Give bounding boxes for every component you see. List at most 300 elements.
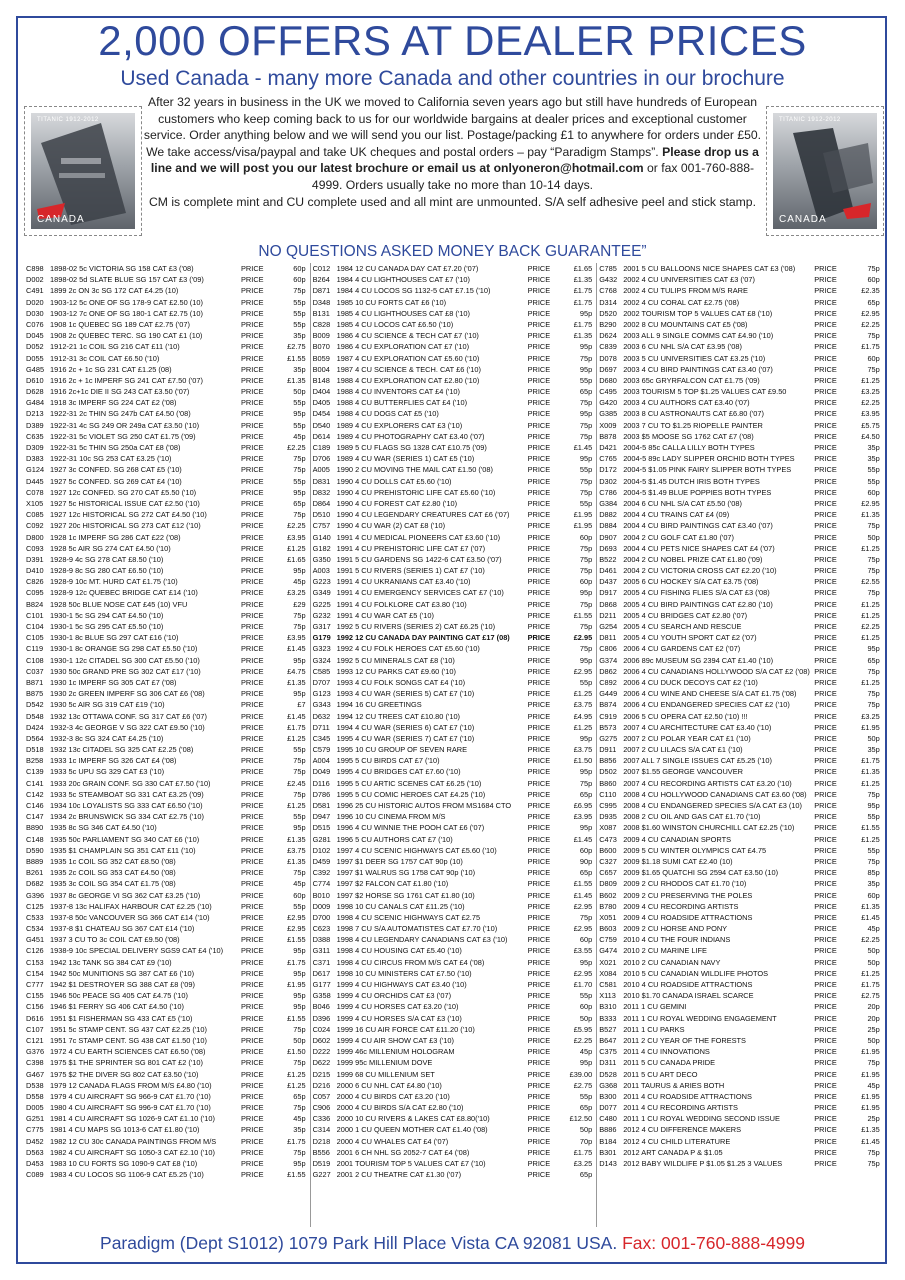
offer-price: 75p — [293, 1058, 306, 1068]
offer-price: £1.55 — [287, 1170, 306, 1180]
offer-price: 75p — [579, 566, 593, 576]
offer-code: D215 — [312, 1069, 331, 1079]
offer-row — [311, 621, 597, 632]
offer-description: 1979 12 CANADA FLAGS FROM M/S £4.80 ('10) — [50, 1080, 212, 1090]
price-label: PRICE — [814, 498, 837, 508]
offer-row — [311, 655, 597, 666]
offer-description: 2003 ALL 9 SINGLE COMMS CAT £4.90 ('10) — [623, 331, 774, 341]
offer-row — [24, 274, 310, 285]
price-label: PRICE — [814, 968, 837, 978]
offer-description: 2011 1 CU GEMINI — [623, 1002, 687, 1012]
price-label: PRICE — [814, 431, 837, 441]
offer-price: 95p — [293, 1159, 306, 1168]
offer-price: 45p — [867, 924, 880, 934]
offer-code: B148 — [312, 375, 330, 385]
offer-code: D049 — [312, 767, 331, 777]
offer-code: C777 — [26, 980, 44, 989]
offer-row — [24, 420, 310, 431]
offer-row — [597, 632, 884, 643]
offer-description: 2004-5 85c CALLA LILLY BOTH TYPES — [623, 443, 755, 452]
offer-row — [24, 431, 310, 442]
price-label: PRICE — [241, 677, 264, 687]
price-label: PRICE — [241, 599, 264, 609]
price-label: PRICE — [527, 297, 551, 307]
offer-row — [597, 1046, 884, 1057]
offer-price: £1.25 — [861, 677, 880, 687]
offer-code: B871 — [26, 677, 44, 687]
offer-description: 1984 12 CU CANADA DAY CAT £7.20 ('07) — [336, 264, 479, 273]
offer-price: £3.75 — [573, 700, 593, 710]
offer-code: B556 — [312, 1147, 330, 1157]
price-label: PRICE — [814, 845, 837, 855]
offer-code: D864 — [312, 498, 331, 508]
price-label: PRICE — [527, 823, 551, 833]
offer-description: 2007 4 CU RECORDING ARTISTS CAT £3.20 ('10) — [623, 778, 792, 788]
price-label: PRICE — [241, 398, 264, 408]
offer-price: 55p — [867, 476, 880, 486]
offer-description: 1912-31 3c COIL CAT £6.50 ('10) — [50, 353, 160, 363]
offer-price: £1.25 — [573, 722, 593, 732]
price-label: PRICE — [814, 823, 837, 833]
offer-description: 1999 16 CU AIR FORCE CAT £11.20 ('10) — [336, 1024, 475, 1034]
offer-row — [597, 800, 884, 811]
offer-description: 1951 $1 FISHERMAN SG 433 CAT £5 ('10) — [50, 1013, 193, 1023]
offer-code: C148 — [26, 834, 44, 844]
offer-description: 1990 2 CU MOVING THE MAIL CAT £1.50 ('08) — [336, 465, 493, 475]
offer-description: 2006 4 CU GARDENS CAT £2 ('07) — [623, 644, 741, 654]
footer-fax: Fax: 001-760-888-4999 — [622, 1233, 805, 1253]
offer-description: 2008 2 CU OIL AND GAS CAT £1.70 ('10) — [623, 812, 761, 822]
offer-price: 25p — [867, 1114, 880, 1124]
price-label: PRICE — [527, 711, 551, 721]
offer-code: C534 — [26, 924, 44, 934]
offer-price: 55p — [293, 745, 306, 755]
offer-row — [311, 442, 597, 453]
offer-row — [24, 1113, 310, 1124]
price-label: PRICE — [814, 1103, 837, 1113]
price-label: PRICE — [527, 968, 551, 978]
offer-price: 75p — [867, 689, 880, 699]
offer-price: £1.75 — [287, 722, 306, 732]
offer-price: 60p — [293, 275, 306, 285]
offer-code: B602 — [599, 890, 617, 900]
offer-price: 75p — [293, 868, 306, 878]
price-label: PRICE — [527, 912, 551, 922]
offer-description: 1999 68 CU MILLENIUM SET — [336, 1069, 435, 1079]
price-label: PRICE — [814, 599, 837, 609]
offer-description: 1908 2c QUEBEC TERC. SG 190 CAT £1 (10) — [50, 331, 203, 341]
offer-price: £3.75 — [573, 745, 593, 755]
offer-code: B059 — [312, 353, 330, 363]
offer-row — [24, 364, 310, 375]
price-label: PRICE — [814, 935, 837, 945]
price-label: PRICE — [527, 812, 551, 822]
offer-code: C480 — [599, 1114, 617, 1124]
price-label: PRICE — [527, 1002, 551, 1012]
offer-row — [597, 319, 884, 330]
offer-description: 1934 10c LOYALISTS SG 333 CAT £6.50 ('10) — [50, 801, 203, 810]
offer-price: 65p — [293, 1091, 306, 1101]
offer-price: £1.95 — [573, 521, 593, 531]
offer-code: B333 — [599, 1013, 617, 1023]
offer-price: 60p — [867, 275, 880, 285]
price-label: PRICE — [814, 1013, 837, 1023]
price-label: PRICE — [814, 264, 837, 273]
offer-price: 55p — [579, 1091, 593, 1101]
offer-code: G467 — [26, 1069, 45, 1079]
offer-description: 1979 4 CU AIRCRAFT SG 966-9 CAT £1.70 ('10) — [50, 1091, 211, 1101]
offer-description: 1991 4 CU MEDICAL PIONEERS CAT £3.60 ('10) — [336, 532, 501, 542]
offer-price: £2.25 — [287, 443, 306, 452]
offer-row — [597, 397, 884, 408]
offer-description: 2000 4 CU BIRDS CAT £3.20 ('10) — [336, 1091, 450, 1101]
offer-row — [597, 688, 884, 699]
offer-description: 2011 1 CU ROYAL WEDDING ENGAGEMENT — [623, 1013, 777, 1023]
offer-description: 1942 50c MUNITIONS SG 387 CAT £6 ('10) — [50, 968, 195, 978]
price-label: PRICE — [527, 342, 551, 352]
offer-description: 1916 2c+1c DIE II SG 243 CAT £3.50 ('07) — [50, 387, 190, 397]
offer-description: 1980 4 CU AIRCRAFT SG 996-9 CAT £1.70 ('10) — [50, 1103, 211, 1113]
offer-code: D391 — [26, 554, 44, 564]
offer-row — [24, 476, 310, 487]
offer-price: 55p — [293, 476, 306, 486]
price-label: PRICE — [241, 532, 264, 542]
offer-price: £2.95 — [861, 498, 880, 508]
offer-row — [311, 599, 597, 610]
titanic-stamp-right — [766, 106, 884, 236]
price-label: PRICE — [241, 364, 264, 374]
price-label: PRICE — [814, 566, 837, 576]
offer-code: B573 — [599, 722, 617, 732]
offer-code: B290 — [599, 319, 617, 329]
offer-description: 2011 TAURUS & ARIES BOTH — [623, 1080, 725, 1090]
price-label: PRICE — [241, 566, 264, 576]
offers-column-1 — [24, 263, 311, 1227]
offer-row — [311, 699, 597, 710]
price-label: PRICE — [241, 420, 264, 430]
offer-price: £2.75 — [861, 991, 880, 1001]
offer-price: £1.95 — [861, 1103, 880, 1113]
offer-code: B009 — [312, 331, 330, 341]
offer-price: £3.95 — [287, 633, 306, 643]
offer-description: 2004 6 CU NHL S/A CAT £5.50 ('08) — [623, 498, 742, 508]
offer-price: £1.55 — [287, 935, 306, 945]
price-label: PRICE — [814, 286, 837, 296]
price-label: PRICE — [241, 319, 264, 329]
offer-price: 65p — [579, 1103, 593, 1113]
offer-price: 75p — [579, 554, 593, 564]
price-label: PRICE — [527, 879, 551, 889]
offer-description: 1937-8 50c VANCOUVER SG 366 CAT £14 ('10) — [50, 912, 210, 922]
price-label: PRICE — [527, 465, 551, 475]
offer-row — [24, 1069, 310, 1080]
offer-description: 1916 2c + 1c IMPERF SG 241 CAT £7.50 ('07) — [50, 375, 203, 385]
offer-code: C155 — [26, 991, 44, 1001]
offer-code: D917 — [599, 588, 617, 598]
offer-code: C142 — [26, 789, 44, 799]
ship-bow-image — [31, 113, 135, 229]
offer-price: £2.95 — [573, 924, 593, 934]
offer-price: 35p — [867, 454, 880, 464]
offer-description: 2009 $1.18 SUMI CAT £2.40 (10) — [623, 856, 733, 866]
offer-row — [597, 1001, 884, 1012]
offer-description: 2010 4 CU ROADSIDE ATTRACTIONS — [623, 980, 753, 989]
price-label: PRICE — [241, 1024, 264, 1034]
offer-description: 2009 4 CU RECORDING ARTISTS — [623, 901, 739, 911]
offer-description: 1975 $1 THE SPRINTER SG 801 CAT £2 ('10) — [50, 1058, 203, 1068]
price-label: PRICE — [814, 1047, 837, 1057]
offer-code: B131 — [312, 308, 330, 318]
offer-row — [24, 621, 310, 632]
price-label: PRICE — [814, 1035, 837, 1045]
price-label: PRICE — [814, 476, 837, 486]
offer-description: 1928-9 10c MT. HURD CAT £1.75 ('10) — [50, 577, 178, 587]
offer-price: 75p — [579, 431, 593, 441]
price-label: PRICE — [814, 319, 837, 329]
offer-row — [311, 520, 597, 531]
price-label: PRICE — [527, 901, 551, 911]
offer-description: 2010 2 CU CANADIAN NAVY — [623, 957, 721, 967]
offer-description: 2010 4 CU THE FOUR INDIANS — [623, 935, 731, 945]
offer-description: 1984 4 CU LIGHTHOUSES CAT £7 ('10) — [336, 275, 470, 285]
offer-description: 2003 8 CU ASTRONAUTS CAT £6.80 ('07) — [623, 409, 764, 419]
price-label: PRICE — [814, 577, 837, 587]
price-label: PRICE — [814, 733, 837, 743]
offer-code: D515 — [312, 823, 331, 833]
offer-description: 2009 2 CU HORSE AND PONY — [623, 924, 728, 934]
price-label: PRICE — [241, 1002, 264, 1012]
offer-code: D404 — [312, 387, 331, 397]
offer-description: 2001 5 CU BALLOONS NICE SHAPES CAT £3 ('08) — [623, 264, 796, 273]
offer-code: C156 — [26, 1002, 44, 1012]
offer-description: 1988 4 CU INVENTORS CAT £4 ('10) — [336, 387, 460, 397]
offer-price: 60p — [579, 935, 593, 945]
offer-code: C892 — [599, 677, 617, 687]
offer-price: 75p — [293, 1147, 306, 1157]
price-label: PRICE — [241, 286, 264, 296]
offer-row — [24, 397, 310, 408]
price-label: PRICE — [814, 633, 837, 643]
offer-price: 50p — [293, 1035, 306, 1045]
offer-description: 1903-12 5c ONE OF SG 178-9 CAT £2.50 (10) — [50, 297, 203, 307]
offer-row — [311, 722, 597, 733]
price-label: PRICE — [527, 856, 551, 866]
offer-code: C336 — [312, 1114, 331, 1124]
offer-row — [597, 509, 884, 520]
offer-price: 95p — [867, 644, 880, 654]
offer-row — [24, 789, 310, 800]
offer-row — [597, 554, 884, 565]
offer-code: C398 — [26, 1058, 44, 1068]
offer-description: 1916 2c + 1c SG 231 CAT £1.25 (08) — [50, 364, 172, 374]
offer-code: C154 — [26, 968, 44, 978]
offer-price: £1.45 — [287, 711, 306, 721]
offer-code: G177 — [312, 980, 331, 989]
price-label: PRICE — [814, 991, 837, 1001]
offer-description: 2011 5 CU ART DECO — [623, 1069, 698, 1079]
offer-price: 95p — [579, 588, 593, 598]
offer-row — [597, 285, 884, 296]
offer-description: 1927 12c HISTORICAL SG 272 CAT £4.50 ('10) — [50, 510, 207, 520]
price-label: PRICE — [241, 622, 264, 631]
offer-price: 55p — [293, 297, 306, 307]
offer-price: 65p — [579, 1170, 593, 1180]
price-label: PRICE — [527, 1013, 551, 1023]
offer-description: 1903-12 7c ONE OF SG 180-1 CAT £2.75 (10) — [50, 308, 203, 318]
price-label: PRICE — [527, 868, 551, 878]
offer-row — [311, 867, 597, 878]
offer-row — [597, 431, 884, 442]
offer-price: £1.25 — [861, 599, 880, 609]
offer-price: 75p — [867, 364, 880, 374]
offer-row — [24, 487, 310, 498]
price-label: PRICE — [527, 510, 551, 520]
price-label: PRICE — [814, 454, 837, 464]
offer-description: 1927 12c CONFED. SG 270 CAT £5.50 ('10) — [50, 487, 197, 497]
offer-row — [311, 532, 597, 543]
price-label: PRICE — [241, 1159, 264, 1168]
offer-code: X113 — [599, 991, 616, 1001]
offer-code: B301 — [599, 1147, 617, 1157]
price-label: PRICE — [241, 801, 264, 810]
offer-row — [311, 923, 597, 934]
offer-description: 1942 13c TANK SG 384 CAT £9 ('10) — [50, 957, 172, 967]
offer-description: 1982 12 CU 30c CANADA PAINTINGS FROM M/S — [50, 1136, 217, 1146]
offer-price: 75p — [293, 510, 306, 520]
offer-code: D680 — [599, 375, 617, 385]
price-label: PRICE — [241, 767, 264, 777]
offer-description: 1932-3 8c SG 324 CAT £4.25 ('10) — [50, 733, 164, 743]
offer-code: D519 — [312, 1159, 331, 1168]
offer-price: £2.95 — [573, 633, 593, 643]
offer-row — [311, 912, 597, 923]
offer-description: 1999 4 CU HORSES CAT £3.20 ('10) — [336, 1002, 459, 1012]
offer-row — [24, 543, 310, 554]
offer-price: £7 — [297, 700, 306, 710]
offer-price: 55p — [293, 308, 306, 318]
offer-row — [597, 353, 884, 364]
price-label: PRICE — [814, 655, 837, 665]
price-label: PRICE — [814, 1114, 837, 1124]
price-label: PRICE — [241, 454, 264, 464]
offer-code: D786 — [312, 789, 331, 799]
offer-description: 2008 4 CU HOLLYWOOD CANADIANS CAT £3.60 ('08) — [623, 789, 807, 799]
offer-row — [597, 677, 884, 688]
price-label: PRICE — [527, 498, 551, 508]
offer-row — [24, 330, 310, 341]
offer-description: 2011 2 CU YEAR OF THE FORESTS — [623, 1035, 746, 1045]
offer-description: 2008 $1.60 WINSTON CHURCHILL CAT £2.25 ('10) — [623, 823, 795, 833]
offer-code: D800 — [26, 532, 44, 542]
offer-code: D682 — [26, 879, 44, 889]
offer-row — [24, 957, 310, 968]
offer-code: C189 — [312, 443, 331, 452]
offer-price: 95p — [293, 566, 306, 576]
offer-code: D461 — [599, 566, 617, 576]
price-label: PRICE — [814, 622, 837, 631]
offer-description: 2003 7 CU TO $1.25 RIOPELLE PAINTER — [623, 420, 763, 430]
offer-description: 1922-31 2c THIN SG 247b CAT £4.50 ('08) — [50, 409, 191, 419]
offer-code: G179 — [312, 633, 331, 643]
offer-description: 2004 4 CU BIRD PAINTINGS CAT £3.40 ('07) — [623, 521, 773, 531]
offer-code: D693 — [599, 543, 617, 553]
offer-price: 75p — [293, 789, 306, 799]
offer-description: 2004 4 CU PETS NICE SHAPES CAT £4 ('07) — [623, 543, 775, 553]
offer-price: 45p — [579, 1047, 593, 1057]
offer-row — [597, 666, 884, 677]
offer-code: D711 — [312, 722, 330, 732]
price-label: PRICE — [241, 655, 264, 665]
offer-price: 95p — [579, 957, 593, 967]
offer-description: 2004 4 CU TRAINS CAT £4 (09) — [623, 510, 730, 520]
offer-row — [311, 1113, 597, 1124]
offer-code: D396 — [312, 1013, 331, 1023]
offer-code: B824 — [26, 599, 44, 609]
offer-price: £2.25 — [861, 935, 880, 945]
offer-code: D811 — [599, 633, 617, 643]
offer-row — [24, 934, 310, 945]
price-label: PRICE — [241, 1170, 264, 1180]
offer-description: 1928-9 8c SG 280 CAT £6.50 ('10) — [50, 566, 164, 576]
offer-price: 55p — [579, 498, 593, 508]
offer-price: £5.75 — [861, 420, 880, 430]
offer-price: £1.35 — [287, 834, 306, 844]
offer-row — [311, 587, 597, 598]
offer-price: £2.95 — [287, 924, 306, 934]
offer-row — [24, 599, 310, 610]
offer-price: 75p — [867, 588, 880, 598]
price-label: PRICE — [241, 980, 264, 989]
offer-description: 1988 4 CU BUTTERFLIES CAT £4 ('10) — [336, 398, 468, 408]
offer-row — [597, 274, 884, 285]
offer-price: £1.35 — [861, 767, 880, 777]
offer-row — [311, 319, 597, 330]
offer-code: D862 — [599, 666, 617, 676]
offer-row — [597, 990, 884, 1001]
offer-code: G317 — [312, 622, 331, 631]
offer-price: 95p — [579, 733, 593, 743]
offer-row — [24, 822, 310, 833]
price-label: PRICE — [527, 957, 551, 967]
price-label: PRICE — [814, 868, 837, 878]
offer-description: 2005 4 CU YOUTH SPORT CAT £2 ('07) — [623, 633, 757, 643]
offer-row — [597, 945, 884, 956]
ship-hull-image — [773, 113, 877, 229]
offer-row — [24, 520, 310, 531]
price-label: PRICE — [814, 1125, 837, 1135]
offer-price: 75p — [579, 778, 593, 788]
offer-description: 1932 13c OTTAWA CONF. SG 317 CAT £6 ('07) — [50, 711, 207, 721]
price-label: PRICE — [527, 1091, 551, 1101]
offer-description: 1912-21 1c COIL SG 216 CAT £11 ('10) — [50, 342, 180, 352]
price-label: PRICE — [241, 588, 264, 598]
price-label: PRICE — [527, 980, 551, 989]
price-label: PRICE — [241, 1114, 264, 1124]
price-label: PRICE — [241, 554, 264, 564]
offer-code: B874 — [599, 700, 617, 710]
offer-price: 75p — [867, 666, 880, 676]
offer-code: C774 — [312, 879, 331, 889]
price-label: PRICE — [241, 297, 264, 307]
offer-code: D052 — [26, 342, 44, 352]
offer-price: 55p — [293, 901, 306, 911]
offer-code: B890 — [26, 823, 44, 833]
offer-code: D502 — [599, 767, 617, 777]
offer-code: G323 — [312, 644, 331, 654]
offer-description: 1982 4 CU AIRCRAFT SG 1050-3 CAT £2.10 ('10) — [50, 1147, 215, 1157]
offer-code: G449 — [599, 689, 618, 699]
offer-code: C012 — [312, 264, 331, 273]
